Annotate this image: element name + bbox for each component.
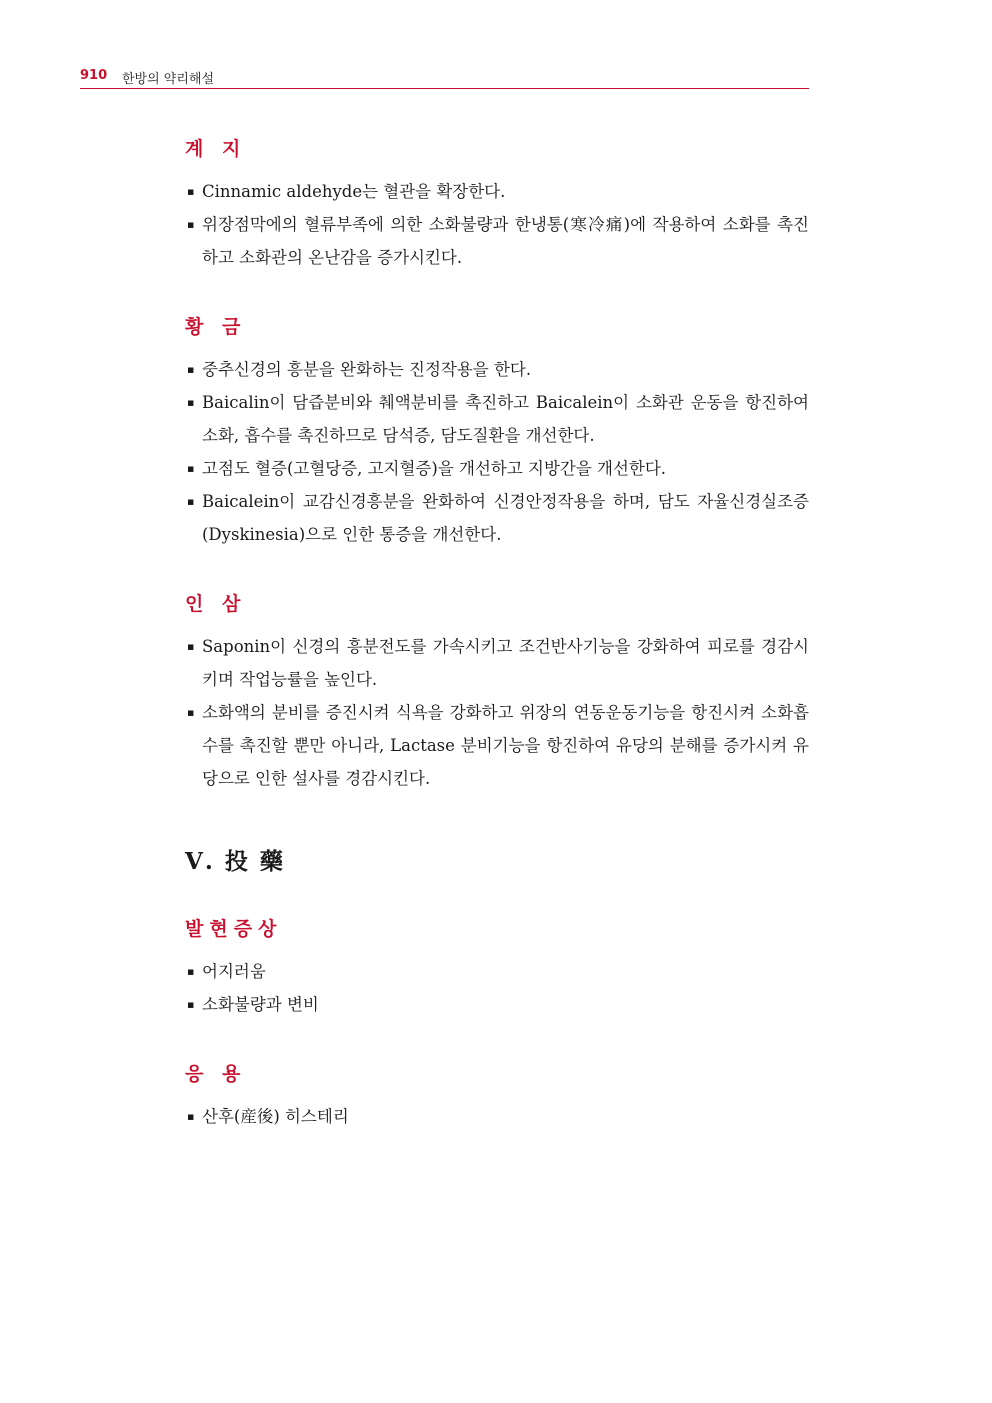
item-text: Baicalein이 교감신경흥분을 완화하여 신경안정작용을 하며, 담도 자율신경실조증(Dyskinesia)으로 인한 통증을 개선한다. [202,492,809,544]
section [185,134,809,274]
section-title: 황 금 [185,316,247,338]
bottom-sections [185,914,809,1133]
section-title: 응 용 [185,1063,247,1085]
list-item [185,955,809,988]
list-item [185,452,809,485]
list-item [185,386,809,452]
bullet-icon: ▪ [187,363,195,376]
page-number: 910 [80,68,108,83]
item-text: 위장점막에의 혈류부족에 의한 소화불량과 한냉통(寒冷痛)에 작용하여 소화를 촉진하고 소화관의 온난감을 증가시킨다. [202,215,809,267]
section [185,589,809,795]
book-title: 한방의 약리해설 [122,72,215,87]
bullet-icon: ▪ [187,462,195,475]
section [185,312,809,551]
item-text: 소화불량과 변비 [202,995,319,1014]
bullet-icon: ▪ [187,1110,195,1123]
list-item [185,696,809,795]
item-text: Cinnamic aldehyde는 혈관을 확장한다. [202,182,506,201]
item-list [185,630,809,795]
bullet-icon: ▪ [187,965,195,978]
item-text: 어지러움 [202,962,266,981]
bullet-icon: ▪ [187,495,195,508]
item-list [185,955,809,1021]
list-item [185,630,809,696]
item-text: 고점도 혈증(고혈당증, 고지혈증)을 개선하고 지방간을 개선한다. [202,459,667,478]
section-title: 인 삼 [185,593,247,615]
item-list [185,1100,809,1133]
top-sections [185,134,809,795]
page-content [185,134,809,1171]
bullet-icon: ▪ [187,218,195,231]
section-title: 발현증상 [185,918,283,940]
bullet-icon: ▪ [187,640,195,653]
item-text: Baicalin이 담즙분비와 췌액분비를 촉진하고 Baicalein이 소화관 운동을 항진하여 소화, 흡수를 촉진하므로 담석증, 담도질환을 개선한다. [202,393,809,445]
list-item [185,353,809,386]
section-title: 계 지 [185,138,247,160]
item-list [185,353,809,551]
chapter-title: Ⅴ. 投 藥 [185,848,285,875]
section [185,1059,809,1133]
bullet-icon: ▪ [187,396,195,409]
section [185,914,809,1021]
item-text: 소화액의 분비를 증진시켜 식욕을 강화하고 위장의 연동운동기능을 항진시켜 소화흡수를 촉진할 뿐만 아니라, Lactase 분비기능을 항진하여 유당의 분해를 증가시켜 유당으로 인한 설사를 경감시킨다. [202,703,809,788]
page-header [80,66,809,89]
item-text: 산후(産後) 히스테리 [202,1107,349,1126]
item-text: Saponin이 신경의 흥분전도를 가속시키고 조건반사기능을 강화하여 피로를 경감시키며 작업능률을 높인다. [202,637,809,689]
item-list [185,175,809,274]
list-item [185,1100,809,1133]
list-item [185,175,809,208]
bullet-icon: ▪ [187,706,195,719]
bullet-icon: ▪ [187,185,195,198]
list-item [185,208,809,274]
list-item [185,988,809,1021]
bullet-icon: ▪ [187,998,195,1011]
list-item [185,485,809,551]
item-text: 중추신경의 흥분을 완화하는 진정작용을 한다. [202,360,532,379]
